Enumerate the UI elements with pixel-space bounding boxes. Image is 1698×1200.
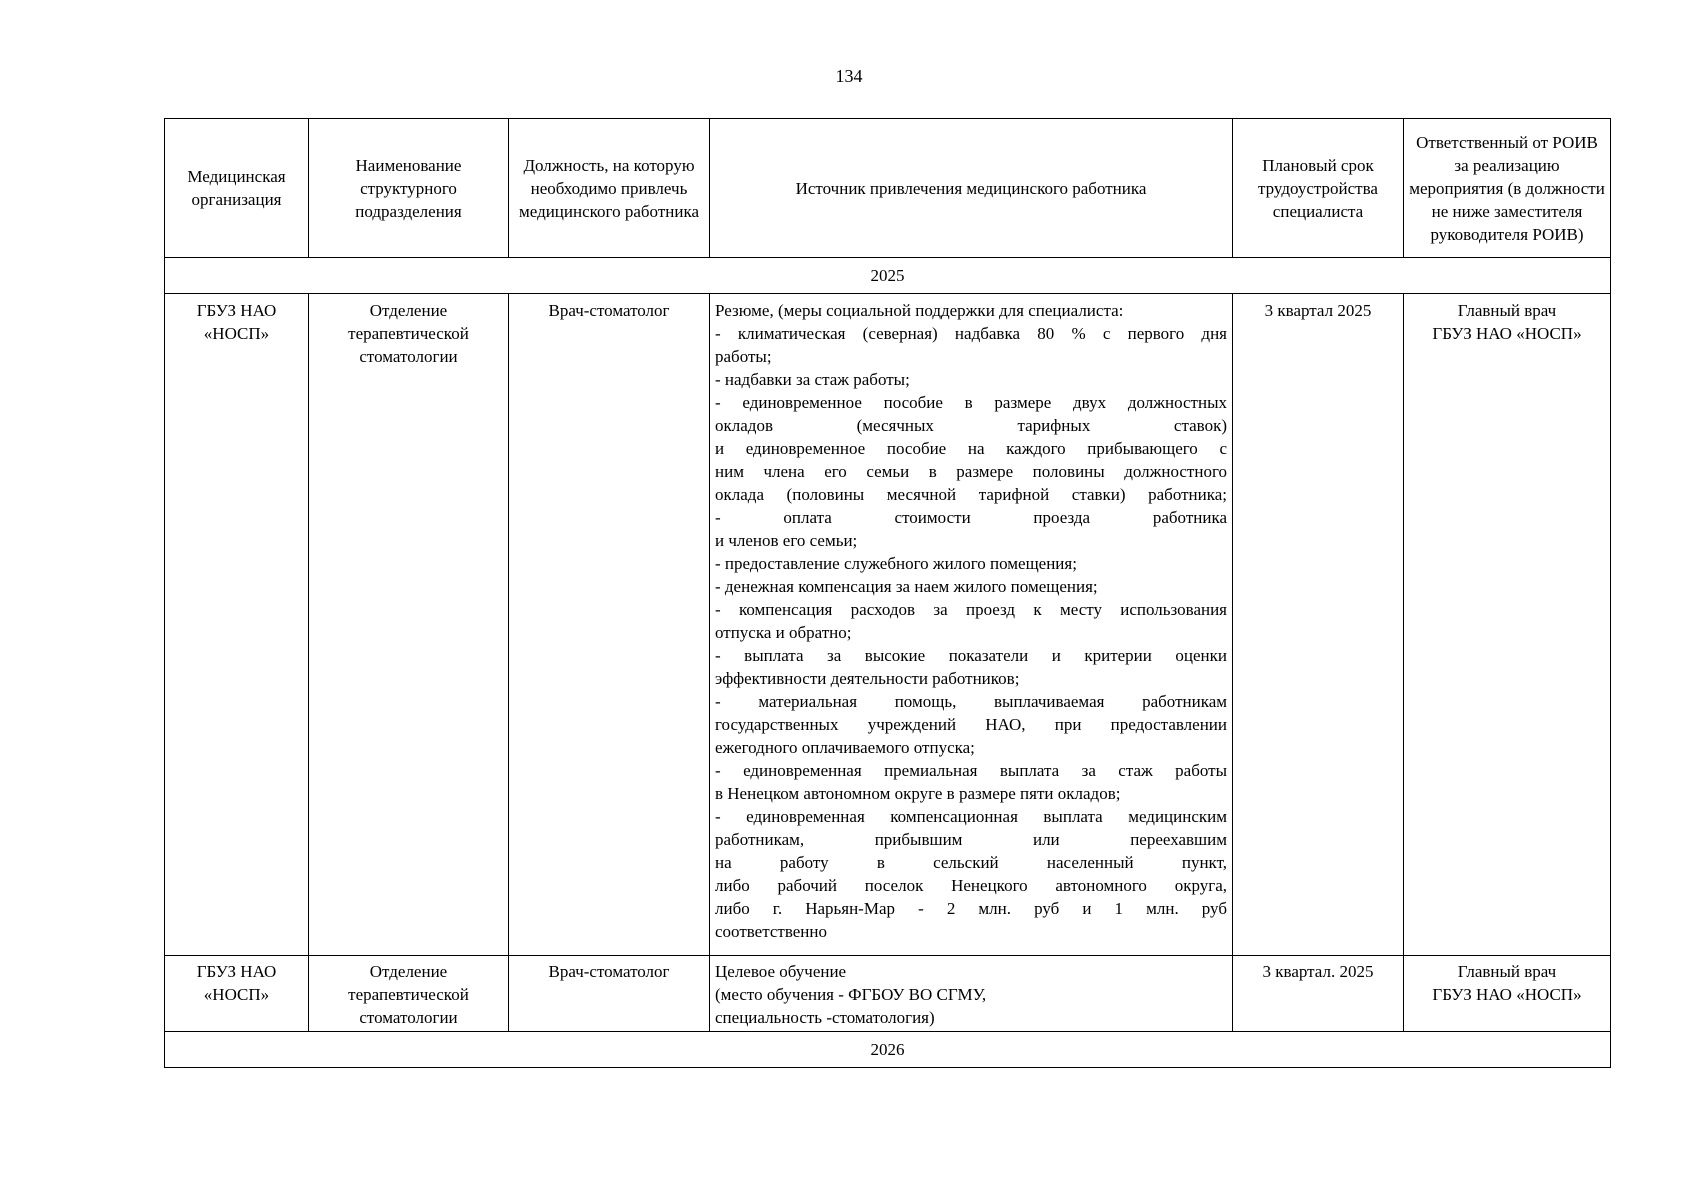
department-line: терапевтической [348,324,469,343]
source-line: (место обучения - ФГБОУ ВО СГМУ, [715,985,987,1004]
term-cell: 3 квартал. 2025 [1233,956,1404,1032]
source-line: государственных учреждений НАО, при предоставлении [715,715,1227,734]
department-line: стоматологии [359,1008,458,1027]
header-source: Источник привлечения медицинского работника [710,119,1233,258]
responsible-cell [1404,294,1611,956]
source-line: специальность -стоматология) [715,1008,935,1027]
responsible-line: ГБУЗ НАО «НОСП» [1432,324,1582,343]
source-line: - надбавки за стаж работы; [715,370,910,389]
department-line: стоматологии [359,347,458,366]
source-line: - единовременная компенсационная выплата медицинским [715,807,1227,826]
source-line: - предоставление служебного жилого помещения; [715,554,1077,573]
source-line: - климатическая (северная) надбавка 80 % с первого дня [715,324,1227,343]
source-line: соответственно [715,922,828,941]
organization-cell [165,956,309,1032]
table-row [165,294,1611,956]
source-line: отпуска и обратно; [715,623,852,642]
header-position: Должность, на которую необходимо привлечь медицинского работника [509,119,710,258]
department-cell [309,956,509,1032]
source-cell [710,294,1233,956]
source-line: Резюме, (меры социальной поддержки для специалиста: [715,301,1124,320]
source-line: Целевое обучение [715,962,847,981]
source-line: на работу в сельский населенный пункт, [715,853,1227,872]
position-cell: Врач-стоматолог [509,294,710,956]
header-organization: Медицинская организация [165,119,309,258]
source-line: эффективности деятельности работников; [715,669,1020,688]
source-line: и членов его семьи; [715,531,858,550]
year-row-2025 [165,258,1611,294]
source-cell [710,956,1233,1032]
staffing-table [164,118,1611,1068]
year-row-2026 [165,1032,1611,1068]
department-line: Отделение [369,962,448,981]
header-responsible: Ответственный от РОИВ за реализацию мероприятия (в должности не ниже заместителя руководителя РОИВ) [1404,119,1611,258]
source-line: ежегодного оплачиваемого отпуска; [715,738,975,757]
term-cell: 3 квартал 2025 [1233,294,1404,956]
source-line: - материальная помощь, выплачиваемая работникам [715,692,1227,711]
organization-line: «НОСП» [203,324,270,343]
responsible-cell [1404,956,1611,1032]
department-line: Отделение [369,301,448,320]
header-department: Наименование структурного подразделения [309,119,509,258]
organization-line: «НОСП» [203,985,270,1004]
source-line: и единовременное пособие на каждого прибывающего с [715,439,1227,458]
source-line: оклада (половины месячной тарифной ставки) работника; [715,485,1227,504]
position-cell: Врач-стоматолог [509,956,710,1032]
source-line: в Ненецком автономном округе в размере пяти окладов; [715,784,1121,803]
source-line: - единовременная премиальная выплата за стаж работы [715,761,1227,780]
organization-line: ГБУЗ НАО [196,301,277,320]
responsible-line: Главный врач [1457,962,1557,981]
table-row [165,956,1611,1032]
year-2025: 2025 [165,258,1611,294]
source-line: либо г. Нарьян-Мар - 2 млн. руб и 1 млн. руб [715,899,1227,918]
responsible-line: ГБУЗ НАО «НОСП» [1432,985,1582,1004]
source-line: работы; [715,347,772,366]
source-line: - компенсация расходов за проезд к месту использования [715,600,1227,619]
department-cell [309,294,509,956]
department-line: терапевтической [348,985,469,1004]
header-term: Плановый срок трудоустройства специалиста [1233,119,1404,258]
source-line: ним члена его семьи в размере половины должностного [715,462,1227,481]
organization-cell [165,294,309,956]
source-line: работникам, прибывшим или переехавшим [715,830,1227,849]
source-line: - единовременное пособие в размере двух должностных [715,393,1227,412]
year-2026: 2026 [165,1032,1611,1068]
responsible-line: Главный врач [1457,301,1557,320]
header-row [165,119,1611,258]
organization-line: ГБУЗ НАО [196,962,277,981]
page-number: 134 [835,66,863,86]
source-line: окладов (месячных тарифных ставок) [715,416,1227,435]
source-line: - оплата стоимости проезда работника [715,508,1227,527]
source-line: либо рабочий поселок Ненецкого автономного округа, [715,876,1227,895]
source-line: - денежная компенсация за наем жилого помещения; [715,577,1098,596]
source-line: - выплата за высокие показатели и критерии оценки [715,646,1227,665]
